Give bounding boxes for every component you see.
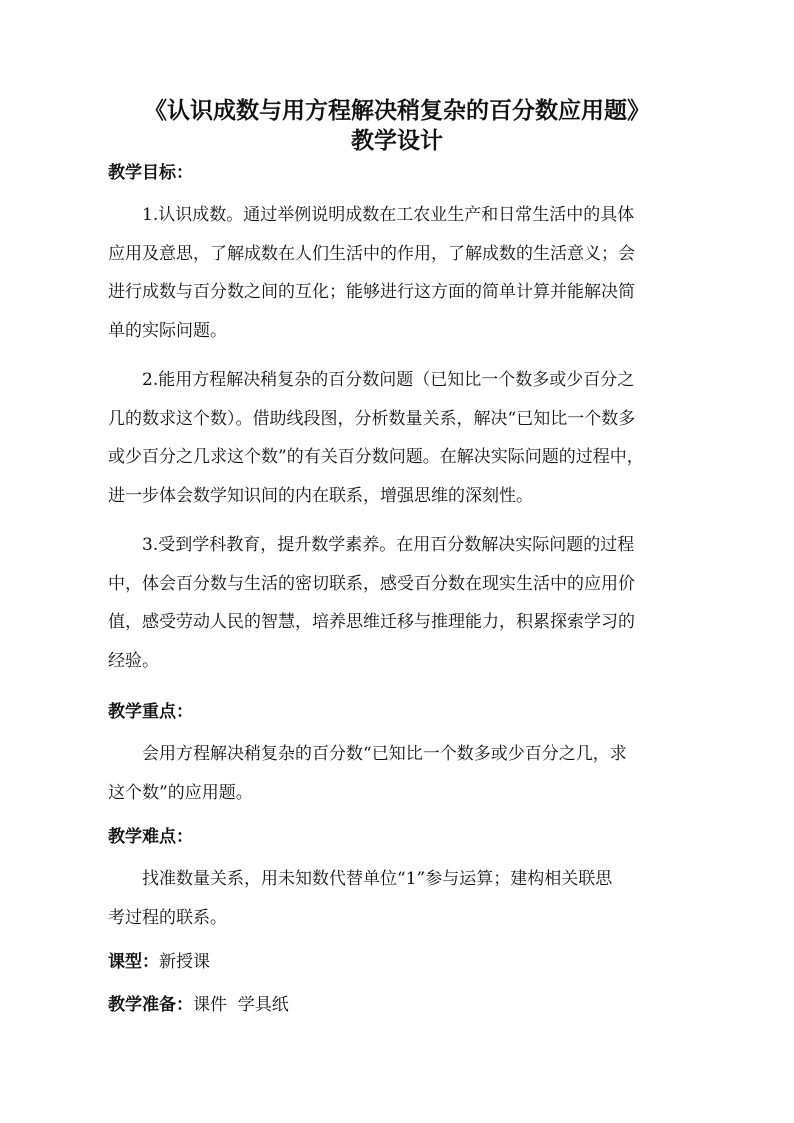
goal-2-line: 或少百分之几求这个数”的有关百分数问题。在解决实际问题的过程中， [108, 447, 644, 467]
goal-2-paragraph [108, 361, 693, 515]
preparation-label: 教学准备： [108, 995, 193, 1015]
difficulties-line: 找准数量关系，用未知数代替单位“1”参与运算；建构相关联思 [142, 869, 613, 889]
teaching-goals-heading: 教学目标： [108, 163, 193, 183]
preparation-value: 课件 学具纸 [193, 995, 289, 1015]
goal-3-line: 3.受到学科教育，提升数学素养。在用百分数解决实际问题的过程 [142, 535, 635, 555]
goal-1-line: 进行成数与百分数之间的互化；能够进行这方面的简单计算并能解决简 [108, 282, 635, 302]
teaching-key-points-heading: 教学重点： [108, 702, 193, 722]
document-subtitle: 教学设计 [351, 127, 443, 154]
goal-1-line: 单的实际问题。 [108, 320, 227, 341]
teaching-preparation [108, 993, 289, 1017]
key-points-line: 这个数”的应用题。 [108, 782, 253, 803]
key-points-paragraph [108, 735, 693, 812]
goal-2-line: 几的数求这个数）。借助线段图，分析数量关系，解决“已知比一个数多 [108, 408, 636, 429]
lesson-type-value: 新授课 [159, 952, 210, 972]
goal-1-line: 1.认识成数。通过举例说明成数在工农业生产和日常生活中的具体 [142, 205, 635, 225]
document-title: 《认识成数与用方程解决稍复杂的百分数应用题》 [144, 97, 650, 124]
key-points-line: 会用方程解决稍复杂的百分数“已知比一个数多或少百分之几，求 [142, 744, 627, 764]
goal-3-line: 值，感受劳动人民的智慧，培养思维迁移与推理能力，积累探索学习的 [108, 612, 635, 632]
lesson-type-label: 课型： [108, 952, 159, 972]
goal-2-line: 进一步体会数学知识间的内在联系，增强思维的深刻性。 [108, 485, 533, 506]
difficulties-paragraph [108, 860, 693, 937]
goal-1-paragraph [108, 196, 693, 350]
goal-1-line: 应用及意思，了解成数在人们生活中的作用，了解成数的生活意义；会 [108, 243, 635, 264]
teaching-difficulties-heading: 教学难点： [108, 827, 193, 847]
goal-3-paragraph [108, 526, 693, 680]
goal-3-line: 中，体会百分数与生活的密切联系，感受百分数在现实生活中的应用价 [108, 573, 635, 594]
goal-3-line: 经验。 [108, 650, 159, 671]
difficulties-line: 考过程的联系。 [108, 907, 227, 928]
goal-2-line: 2.能用方程解决稍复杂的百分数问题（已知比一个数多或少百分之 [142, 370, 635, 390]
lesson-type [108, 950, 210, 974]
